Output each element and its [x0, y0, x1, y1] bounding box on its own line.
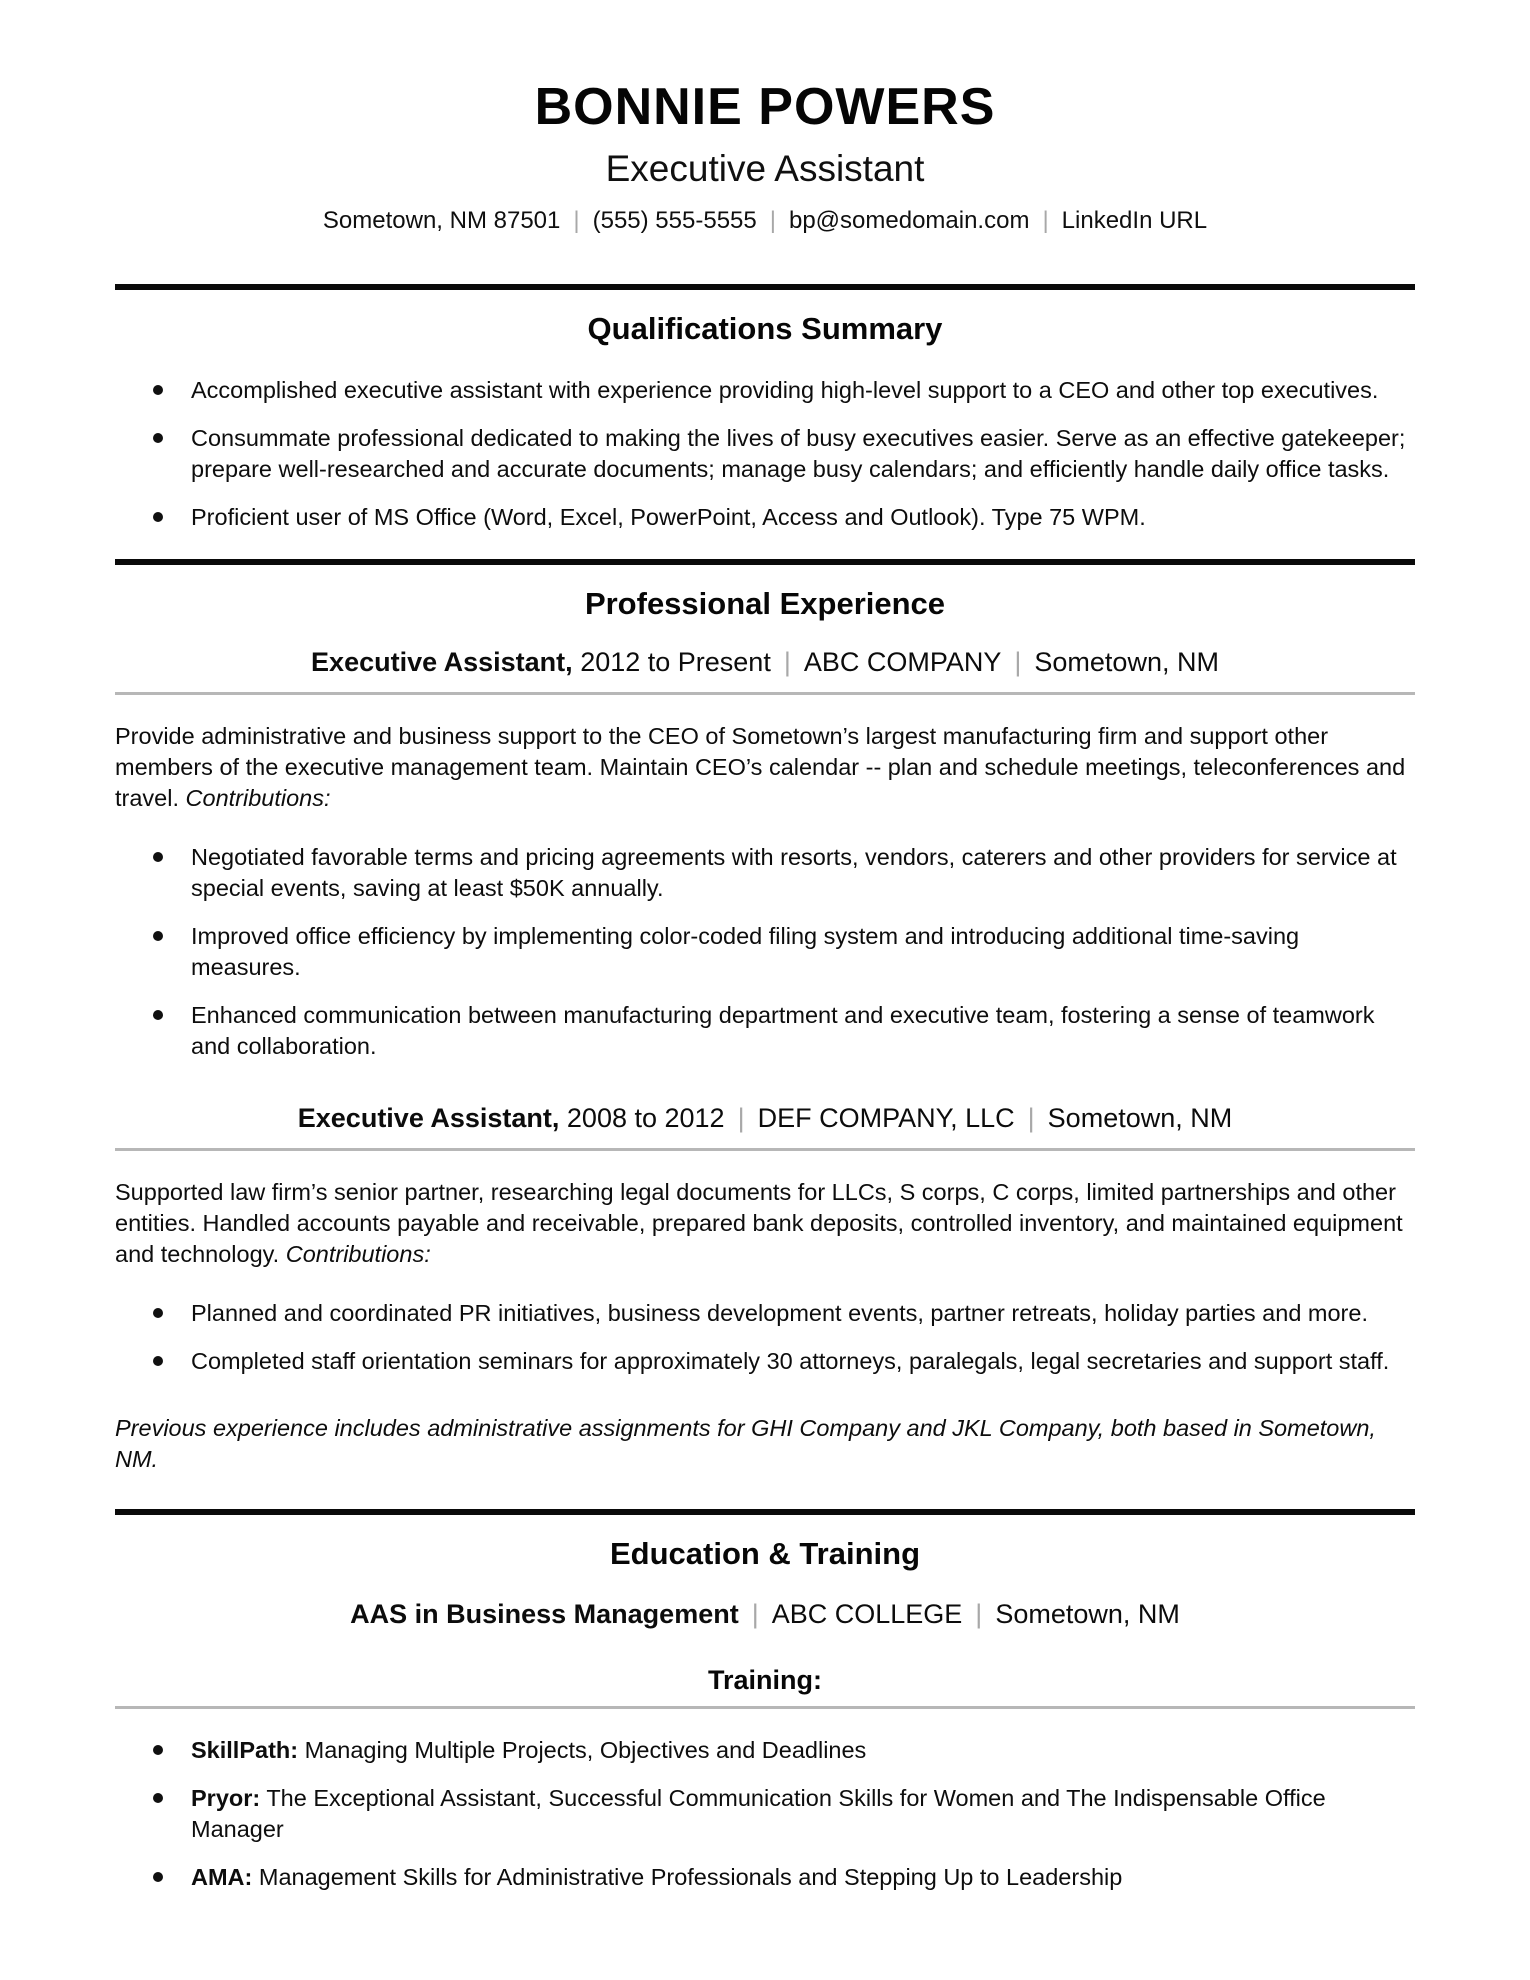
job-location: Sometown, NM: [1047, 1103, 1233, 1134]
candidate-job-title: Executive Assistant: [605, 148, 925, 190]
qualification-text: Proficient user of MS Office (Word, Excel, PowerPoint, Access and Outlook). Type 75 WPM.: [191, 504, 1146, 531]
training-course: Managing Multiple Projects, Objectives and Deadlines: [304, 1737, 867, 1764]
job-entry: [115, 1102, 1415, 1377]
training-provider: AMA:: [191, 1864, 253, 1891]
qualification-text: Accomplished executive assistant with experience providing high-level support to a CEO and other top executives.: [191, 377, 1379, 404]
separator: |: [573, 206, 580, 234]
list-item: [115, 1346, 1415, 1377]
job-bullet-text: Planned and coordinated PR initiatives, business development events, partner retreats, holiday parties and more.: [191, 1299, 1368, 1326]
training-item: [191, 1785, 1326, 1842]
job-location: Sometown, NM: [1034, 647, 1219, 678]
qualification-text: Consummate professional dedicated to making the lives of busy executives easier. Serve as an effective gatekeeper; prepare well-researched and accurate documents; manage busy calendars; and efficiently handle daily office tasks.: [191, 425, 1406, 483]
list-item: [115, 375, 1415, 406]
contact-email: bp@somedomain.com: [788, 206, 1030, 234]
separator: |: [769, 206, 776, 234]
training-provider: Pryor:: [191, 1785, 261, 1812]
qualifications-heading: Qualifications Summary: [587, 310, 943, 346]
separator: |: [975, 1599, 983, 1630]
education-heading: Education & Training: [609, 1535, 920, 1571]
job-title-line: [115, 1102, 1415, 1151]
divider-thick: [115, 1509, 1415, 1515]
separator: |: [737, 1103, 745, 1134]
list-item: [115, 1735, 1415, 1766]
degree-line: [115, 1598, 1415, 1632]
job-dates: 2008 to 2012: [566, 1103, 725, 1134]
degree-school: ABC COLLEGE: [771, 1599, 963, 1630]
list-item: [115, 1298, 1415, 1329]
job-bullet-text: Enhanced communication between manufacturing department and executive team, fostering a sense of teamwork and collaboration.: [191, 1002, 1375, 1060]
job-summary-text: Supported law firm’s senior partner, researching legal documents for LLCs, S corps, C corps, limited partnerships and other entities. Handled accounts payable and receivable, prepared bank deposits, controlled inventory, and maintained equipment and technology.: [115, 1178, 1403, 1267]
list-item: [115, 1000, 1415, 1062]
training-item: [191, 1737, 866, 1763]
divider-thick: [115, 284, 1415, 290]
bullet-icon: [153, 931, 163, 941]
job-summary: [115, 1177, 1415, 1270]
separator: |: [1014, 647, 1022, 678]
training-item: [191, 1864, 1122, 1890]
bullet-icon: [153, 1745, 163, 1755]
resume-header: [115, 78, 1415, 236]
list-item: [115, 842, 1415, 904]
contact-line: [115, 205, 1415, 236]
separator: |: [783, 647, 791, 678]
candidate-name: BONNIE POWERS: [534, 78, 996, 136]
bullet-icon: [153, 1356, 163, 1366]
job-entry: [115, 646, 1415, 1062]
section-qualifications: [115, 310, 1415, 533]
list-item: [115, 1862, 1415, 1893]
bullet-icon: [153, 433, 163, 443]
bullet-icon: [153, 852, 163, 862]
contact-location: Sometown, NM 87501: [322, 206, 561, 234]
training-heading: Training:: [115, 1664, 1415, 1709]
job-title-line: [115, 646, 1415, 695]
job-bullet-text: Negotiated favorable terms and pricing agreements with resorts, vendors, caterers and other providers for service at special events, saving at least $50K annually.: [191, 844, 1397, 902]
contributions-label: Contributions:: [285, 1240, 431, 1267]
section-education: [115, 1535, 1415, 1893]
list-item: [115, 1783, 1415, 1845]
bullet-icon: [153, 1010, 163, 1020]
contact-linkedin: LinkedIn URL: [1061, 206, 1208, 234]
training-course: The Exceptional Assistant, Successful Communication Skills for Women and The Indispensable Office Manager: [191, 1785, 1326, 1843]
job-bullet-text: Completed staff orientation seminars for approximately 30 attorneys, paralegals, legal secretaries and support staff.: [191, 1347, 1390, 1374]
job-title: Executive Assistant,: [297, 1103, 560, 1134]
bullet-icon: [153, 385, 163, 395]
job-bullet-text: Improved office efficiency by implementing color-coded filing system and introducing additional time-saving measures.: [191, 923, 1300, 981]
separator: |: [751, 1599, 759, 1630]
training-provider: SkillPath:: [191, 1737, 299, 1764]
list-item: [115, 423, 1415, 485]
job-company: ABC COMPANY: [803, 647, 1002, 678]
job-title: Executive Assistant,: [311, 647, 573, 678]
job-company: DEF COMPANY, LLC: [757, 1103, 1015, 1134]
contact-phone: (555) 555-5555: [592, 206, 757, 234]
job-summary-text: Provide administrative and business support to the CEO of Sometown’s largest manufacturing firm and support other members of the executive management team. Maintain CEO’s calendar -- plan and schedule meetings, teleconferences and travel.: [115, 723, 1406, 812]
qualifications-list: [115, 375, 1415, 533]
experience-heading: Professional Experience: [584, 586, 946, 622]
training-course: Management Skills for Administrative Professionals and Stepping Up to Leadership: [258, 1864, 1123, 1891]
divider-thick: [115, 559, 1415, 565]
job-dates: 2012 to Present: [580, 647, 771, 678]
degree-location: Sometown, NM: [995, 1599, 1180, 1630]
previous-experience-note: Previous experience includes administrative assignments for GHI Company and JKL Company, both based in Sometown, NM.: [115, 1414, 1376, 1472]
section-experience: [115, 585, 1415, 1475]
bullet-icon: [153, 512, 163, 522]
job-bullet-list: [115, 842, 1415, 1062]
list-item: [115, 502, 1415, 533]
separator: |: [1027, 1103, 1035, 1134]
job-summary: [115, 721, 1415, 814]
separator: |: [1042, 206, 1049, 234]
bullet-icon: [153, 1872, 163, 1882]
contributions-label: Contributions:: [185, 785, 331, 812]
bullet-icon: [153, 1793, 163, 1803]
degree-title: AAS in Business Management: [350, 1599, 739, 1630]
training-list: [115, 1735, 1415, 1893]
job-bullet-list: [115, 1298, 1415, 1377]
bullet-icon: [153, 1308, 163, 1318]
list-item: [115, 921, 1415, 983]
